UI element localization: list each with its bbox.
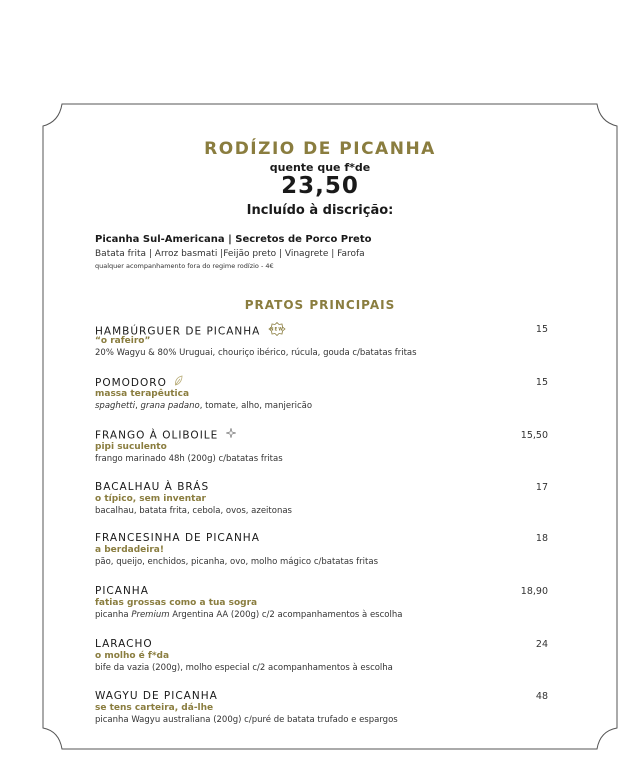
item-tagline: massa terapêutica [95, 389, 190, 399]
sparkle-icon [226, 428, 236, 443]
item-tagline: o molho é f*da [95, 651, 170, 661]
item-name: BACALHAU À BRÁS [95, 481, 210, 493]
menu-item-wagyu [95, 689, 548, 727]
item-name: POMODORO [95, 377, 167, 389]
included-sides: Batata frita | Arroz basmati |Feijão preto | Vinagrete | Farofa [95, 249, 365, 259]
item-name: WAGYU DE PICANHA [95, 690, 218, 702]
new-badge-icon [268, 322, 286, 341]
item-name: PICANHA [95, 585, 149, 597]
item-tagline: se tens carteira, dá-lhe [95, 703, 214, 713]
menu-item-laracho [95, 637, 548, 675]
page-title: RODÍZIO DE PICANHA [204, 139, 436, 159]
menu-item-picanha [95, 584, 548, 622]
item-price: 15 [535, 377, 548, 388]
item-description: bacalhau, batata frita, cebola, ovos, azeitonas [95, 506, 292, 516]
rodizio-price: 23,50 [281, 173, 359, 199]
item-tagline: a berdadeira! [95, 545, 164, 555]
item-name: HAMBÚRGUER DE PICANHA [95, 325, 261, 338]
section-title: PRATOS PRINCIPAIS [244, 298, 396, 312]
item-tagline: “o rafeiro” [95, 336, 151, 346]
item-description: pão, queijo, enchidos, picanha, ovo, molho mágico c/batatas fritas [95, 557, 379, 567]
item-description: 20% Wagyu & 80% Uruguai, chouriço ibérico, rúcula, gouda c/batatas fritas [95, 348, 417, 358]
item-name: FRANGO À OLIBOILE [95, 429, 219, 442]
included-note: qualquer acompanhamento fora do regime rodízio - 4€ [95, 262, 274, 270]
included-mains: Picanha Sul-Americana | Secretos de Porco Preto [95, 234, 372, 245]
page-subtitle: quente que f*de [269, 161, 371, 174]
item-price: 15,50 [520, 430, 548, 441]
item-tagline: fatias grossas como a tua sogra [95, 598, 258, 608]
item-description: bife da vazia (200g), molho especial c/2 acompanhamentos à escolha [95, 663, 393, 673]
item-price: 18 [535, 533, 548, 544]
item-description: frango marinado 48h (200g) c/batatas fritas [95, 454, 283, 464]
menu-item-francesinha [95, 531, 548, 569]
item-tagline: pipi suculento [95, 442, 167, 452]
item-price: 24 [535, 639, 548, 650]
item-description: picanha Premium Argentina AA (200g) c/2 acompanhamentos à escolha [95, 610, 403, 620]
item-price: 17 [535, 482, 548, 493]
item-description: picanha Wagyu australiana (200g) c/puré de batata trufado e espargos [95, 715, 398, 725]
item-name: LARACHO [95, 638, 153, 650]
item-price: 15 [535, 324, 548, 335]
included-label: Incluído à discrição: [246, 203, 394, 218]
item-description: spaghetti, grana padano, tomate, alho, manjericão [95, 401, 313, 411]
menu-item-hamburguer [95, 322, 548, 360]
item-price: 48 [535, 691, 548, 702]
menu-item-bacalhau [95, 480, 548, 518]
menu-item-frango [95, 428, 548, 466]
item-tagline: o típico, sem inventar [95, 494, 206, 504]
item-price: 18,90 [520, 586, 548, 597]
svg-text:NEW: NEW [269, 326, 284, 332]
menu-item-pomodoro [95, 375, 548, 413]
item-name: FRANCESINHA DE PICANHA [95, 532, 260, 544]
